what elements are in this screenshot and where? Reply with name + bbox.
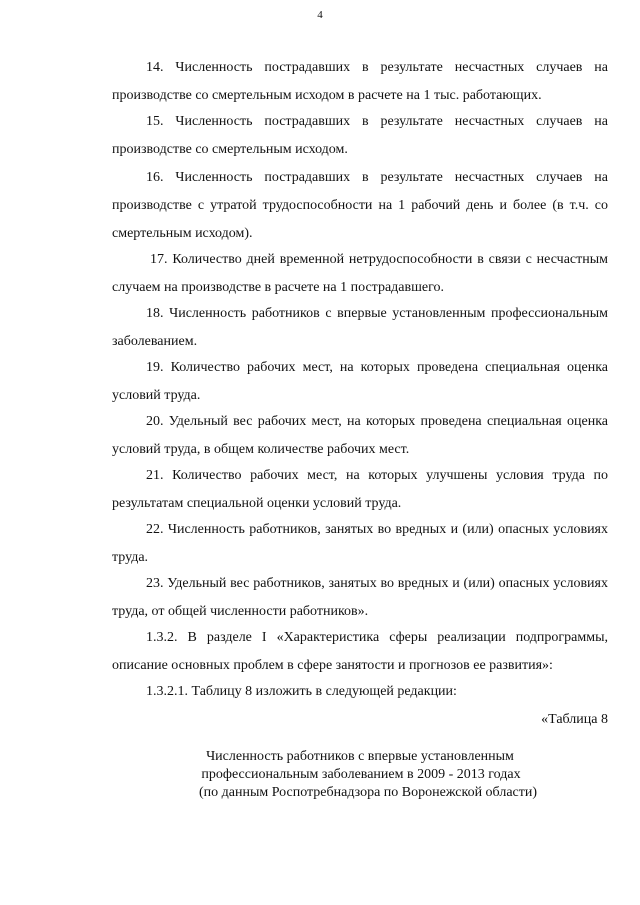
list-item-19: 19. Количество рабочих мест, на которых проведена специальная оценка условий труда. xyxy=(112,360,608,403)
list-item-18: 18. Численность работников с впервые установленным профессиональным заболеванием. xyxy=(112,306,608,349)
section-1-3-2-1-paragraph: 1.3.2.1. Таблицу 8 изложить в следующей редакции: xyxy=(146,684,457,699)
table-caption-line-3: (по данным Роспотребнадзора по Воронежской области) xyxy=(198,785,538,800)
list-item-15: 15. Численность пострадавших в результате несчастных случаев на производстве со смертельным исходом. xyxy=(112,114,608,157)
list-item-14: 14. Численность пострадавших в результате несчастных случаев на производстве со смертельным исходом в расчете на 1 тыс. работающих. xyxy=(112,60,608,103)
list-item-17: 17. Количество дней временной нетрудоспособности в связи с несчастным случаем на производстве в расчете на 1 пострадавшего. xyxy=(112,252,608,295)
table-reference: «Таблица 8 xyxy=(541,712,608,727)
list-item-20: 20. Удельный вес рабочих мест, на которых проведена специальная оценка условий труда, в общем количестве рабочих мест. xyxy=(112,414,608,457)
table-caption xyxy=(112,748,608,802)
list-item-23: 23. Удельный вес работников, занятых во вредных и (или) опасных условиях труда, от общей численности работников». xyxy=(112,576,608,619)
list-item-21: 21. Количество рабочих мест, на которых улучшены условия труда по результатам специальной оценки условий труда. xyxy=(112,468,608,511)
table-caption-line-2: профессиональным заболеванием в 2009 - 2013 годах xyxy=(201,767,521,782)
document-body xyxy=(112,54,608,802)
list-item-16: 16. Численность пострадавших в результате несчастных случаев на производстве с утратой трудоспособности на 1 рабочий день и более (в т.ч. со смертельным исходом). xyxy=(112,170,608,241)
list-item-22: 22. Численность работников, занятых во вредных и (или) опасных условиях труда. xyxy=(112,522,608,565)
table-caption-line-1: Численность работников с впервые установленным xyxy=(206,749,514,764)
section-1-3-2-paragraph: 1.3.2. В разделе I «Характеристика сферы реализации подпрограммы, описание основных проблем в сфере занятости и прогнозов ее развития»: xyxy=(112,630,608,673)
page-number: 4 xyxy=(317,9,323,21)
